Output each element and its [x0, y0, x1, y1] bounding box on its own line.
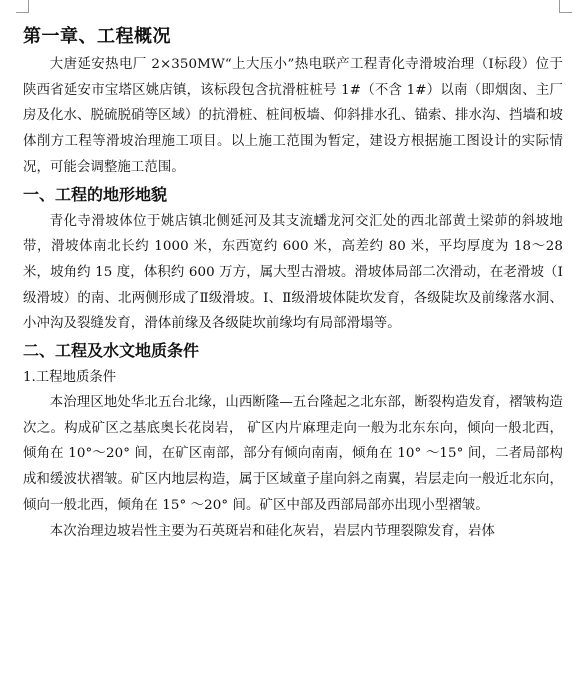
page-corner-mark-right [559, 0, 572, 13]
document-body [23, 22, 563, 544]
lithology-paragraph: 本次治理边坡岩性主要为石英斑岩和硅化灰岩，岩层内节理裂隙发育，岩体 [49, 523, 495, 539]
chapter-title: 第一章、工程概况 [23, 26, 171, 47]
intro-paragraph: 大唐延安热电厂 2×350MW“上大压小”热电联产工程青化寺滑坡治理（Ⅰ标段）位于陕西省延安市宝塔区姚店镇，该标段包含抗滑桩桩号 1#（不含 1#）以南（即烟囱、主厂房及化水、脱硫脱硝等区域）的抗滑桩、桩间板墙、仰斜排水孔、锚索、排水沟、挡墙和坡体削方工程等滑坡治理施工项目。以上施工范围为暂定，建设方根据施工图设计的实际情况，可能会调整施工范围。 [23, 57, 563, 175]
page-corner-mark-left [16, 0, 29, 13]
section-heading-terrain: 一、工程的地形地貌 [23, 184, 168, 204]
section-heading-geology: 二、工程及水文地质条件 [23, 341, 200, 361]
terrain-paragraph: 青化寺滑坡体位于姚店镇北侧延河及其支流蟠龙河交汇处的西北部黄土梁茆的斜坡地带，滑坡体南北长约 1000 米，东西宽约 600 米，高差约 80 米，平均厚度为 18～28 米，坡角约 15 度，体积约 600 万方，属大型古滑坡。滑坡体局部二次滑动，在老滑坡（Ⅰ级滑坡）的南、北两侧形成了Ⅱ级滑坡。Ⅰ、Ⅱ级滑坡体陡坎发育，各级陡坎及前缘落水洞、小冲沟及裂缝发育，滑体前缘及各级陡坎前缘均有局部滑塌等。 [23, 213, 563, 332]
geology-paragraph: 本治理区地处华北五台北缘，山西断隆—五台隆起之北东部，断裂构造发育，褶皱构造次之。构成矿区之基底奥长花岗岩， 矿区内片麻理走向一般为北东东向，倾向一般北西，倾角在 10°～20° 间，在矿区南部，部分有倾向南南，倾角在 10° ～15° 间，二者局部构成和缓波状褶皱。矿区内地层构造，属于区域童子崖向斜之南翼，岩层走向一般近北东向，倾向一般北西，倾角在 15° ～20° 间。矿区中部及西部局部亦出现小型褶皱。 [23, 395, 563, 513]
subheading-engineering-geology: 1.工程地质条件 [23, 370, 117, 386]
